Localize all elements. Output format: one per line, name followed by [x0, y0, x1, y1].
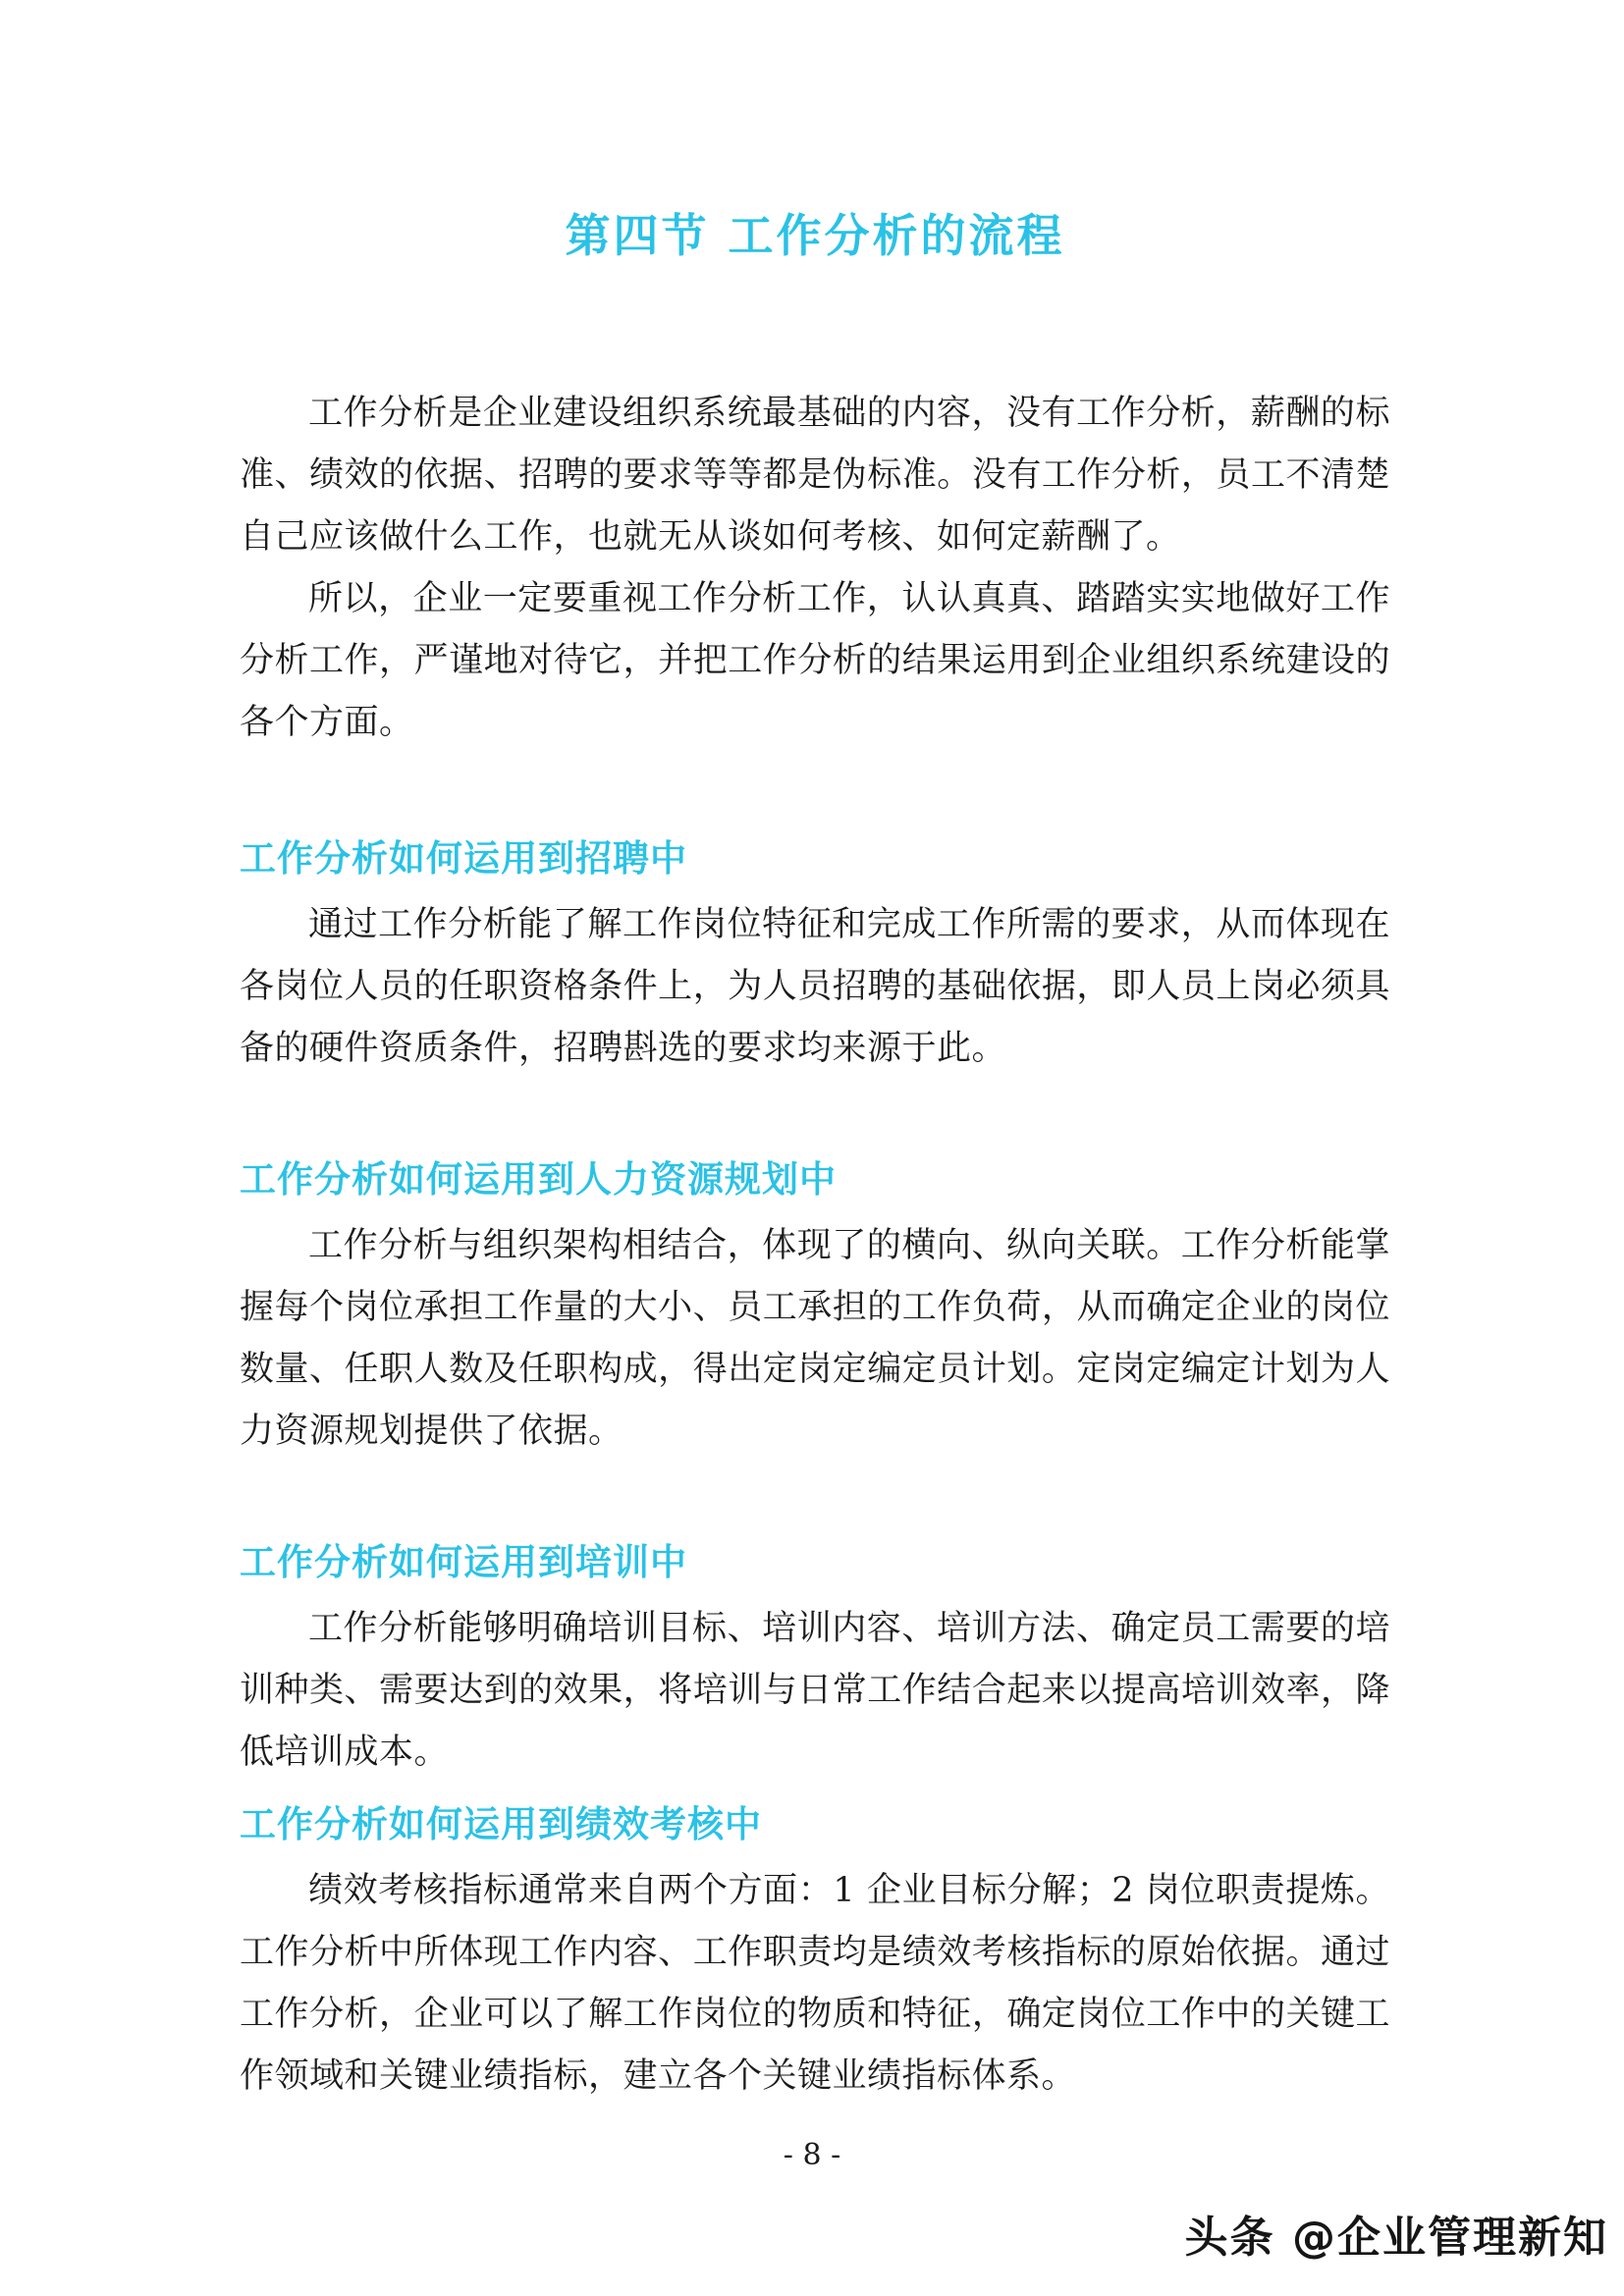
page-number: - 8 - — [783, 2138, 841, 2172]
intro-block — [240, 383, 1390, 754]
section-heading-performance: 工作分析如何运用到绩效考核中 — [240, 1803, 762, 1845]
section-heading-hr-planning: 工作分析如何运用到人力资源规划中 — [240, 1158, 837, 1201]
page-title: 第四节 工作分析的流程 — [565, 209, 1065, 262]
section-performance — [240, 1801, 1390, 2108]
section-body-hr-planning: 工作分析与组织架构相结合，体现了的横向、纵向关联。工作分析能掌握每个岗位承担工作量的大小、员工承担的工作负荷，从而确定企业的岗位数量、任职人数及任职构成，得出定岗定编定员计划。定岗定编定计划为人力资源规划提供了依据。 — [240, 1226, 1390, 1451]
intro-paragraph-1: 工作分析是企业建设组织系统最基础的内容，没有工作分析，薪酬的标准、绩效的依据、招聘的要求等等都是伪标准。没有工作分析，员工不清楚自己应该做什么工作，也就无从谈如何考核、如何定薪酬了。 — [240, 394, 1390, 557]
section-body-performance: 绩效考核指标通常来自两个方面：1 企业目标分解；2 岗位职责提炼。工作分析中所体现工作内容、工作职责均是绩效考核指标的原始依据。通过工作分析，企业可以了解工作岗位的物质和特征，确定岗位工作中的关键工作领域和关键业绩指标，建立各个关键业绩指标体系。 — [240, 1871, 1390, 2096]
section-body-recruitment: 通过工作分析能了解工作岗位特征和完成工作所需的要求，从而体现在各岗位人员的任职资格条件上，为人员招聘的基础依据，即人员上岗必须具备的硬件资质条件，招聘斟选的要求均来源于此。 — [240, 905, 1390, 1068]
section-hr-planning — [240, 1156, 1390, 1463]
section-heading-training: 工作分析如何运用到培训中 — [240, 1541, 687, 1583]
intro-paragraph-2: 所以，企业一定要重视工作分析工作，认认真真、踏踏实实地做好工作分析工作，严谨地对待它，并把工作分析的结果运用到企业组织系统建设的各个方面。 — [240, 579, 1390, 742]
section-recruitment — [240, 835, 1390, 1080]
section-heading-recruitment: 工作分析如何运用到招聘中 — [240, 837, 687, 880]
section-body-training: 工作分析能够明确培训目标、培训内容、培训方法、确定员工需要的培训种类、需要达到的效果，将培训与日常工作结合起来以提高培训效率，降低培训成本。 — [240, 1609, 1390, 1772]
section-training — [240, 1539, 1390, 1784]
page-content — [240, 0, 1390, 2108]
watermark: 头条 @企业管理新知 — [1184, 2213, 1608, 2263]
